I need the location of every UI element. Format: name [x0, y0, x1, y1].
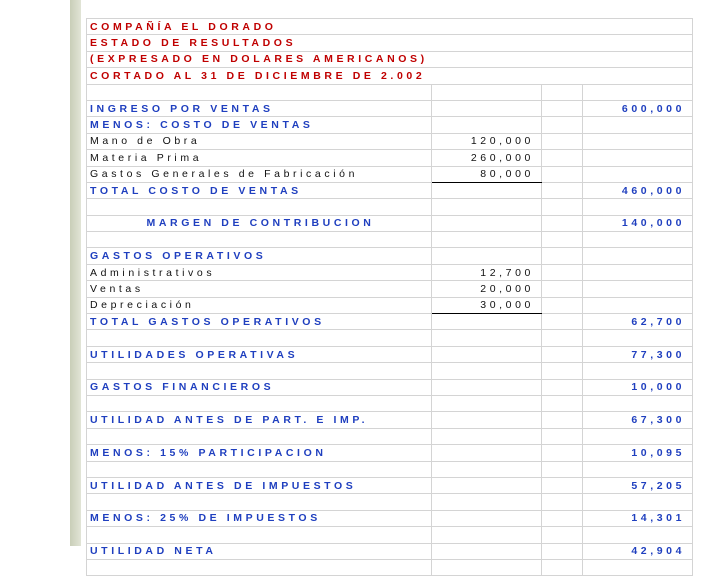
total-amount: 62,700 — [583, 314, 693, 330]
total-label: MENOS: 15% PARTICIPACION — [87, 445, 432, 461]
blank-row — [87, 363, 693, 379]
cell — [87, 428, 432, 444]
total-amount: 10,000 — [583, 379, 693, 395]
cell — [583, 199, 693, 215]
cell — [432, 527, 542, 543]
cell — [583, 461, 693, 477]
period-note: CORTADO AL 31 DE DICIEMBRE DE 2.002 — [87, 68, 693, 84]
blank-row — [87, 461, 693, 477]
total-row — [87, 445, 693, 461]
cell — [87, 84, 432, 100]
cell — [542, 363, 583, 379]
cell — [542, 494, 583, 510]
cell — [432, 428, 542, 444]
total-label: UTILIDADES OPERATIVAS — [87, 346, 432, 362]
total-amount: 10,095 — [583, 445, 693, 461]
total-row — [87, 477, 693, 493]
cell — [542, 314, 583, 330]
blank-row — [87, 559, 693, 575]
cell — [432, 215, 542, 231]
cell — [87, 494, 432, 510]
cell — [432, 445, 542, 461]
blank-row — [87, 395, 693, 411]
header-row — [87, 35, 693, 51]
blank-row — [87, 232, 693, 248]
cell — [432, 100, 542, 116]
total-amount: 77,300 — [583, 346, 693, 362]
cell — [583, 84, 693, 100]
total-label: UTILIDAD ANTES DE PART. E IMP. — [87, 412, 432, 428]
cell — [542, 84, 583, 100]
blank-row — [87, 428, 693, 444]
blank-row — [87, 199, 693, 215]
cell — [432, 182, 542, 198]
cell — [87, 199, 432, 215]
cell — [432, 379, 542, 395]
total-row — [87, 346, 693, 362]
cell — [542, 281, 583, 297]
company-name: COMPAÑÍA EL DORADO — [87, 19, 693, 35]
cell — [542, 215, 583, 231]
cell — [432, 84, 542, 100]
cell — [87, 461, 432, 477]
total-amount: 600,000 — [583, 100, 693, 116]
line-item-label: Materia Prima — [87, 150, 432, 166]
header-row — [87, 19, 693, 35]
blank-row — [87, 330, 693, 346]
total-label: TOTAL COSTO DE VENTAS — [87, 182, 432, 198]
line-item-row — [87, 281, 693, 297]
cell — [432, 494, 542, 510]
total-row — [87, 314, 693, 330]
cell — [432, 117, 542, 133]
line-item-row — [87, 133, 693, 149]
line-item-row — [87, 166, 693, 182]
cell — [583, 166, 693, 182]
cell — [432, 232, 542, 248]
total-label: UTILIDAD NETA — [87, 543, 432, 559]
line-item-label: Depreciación — [87, 297, 432, 313]
line-item-row — [87, 150, 693, 166]
cell — [542, 346, 583, 362]
cell — [87, 330, 432, 346]
total-label: GASTOS FINANCIEROS — [87, 379, 432, 395]
cell — [87, 363, 432, 379]
cell — [432, 199, 542, 215]
cell — [542, 117, 583, 133]
cell — [542, 248, 583, 264]
line-item-label: Ventas — [87, 281, 432, 297]
cell — [583, 150, 693, 166]
total-row — [87, 379, 693, 395]
cell — [87, 395, 432, 411]
cell — [432, 477, 542, 493]
cell — [542, 100, 583, 116]
cell — [432, 543, 542, 559]
total-amount: 57,205 — [583, 477, 693, 493]
cell — [542, 543, 583, 559]
cell — [542, 461, 583, 477]
total-row — [87, 100, 693, 116]
cell — [87, 527, 432, 543]
total-row — [87, 412, 693, 428]
cell — [583, 494, 693, 510]
total-amount: 67,300 — [583, 412, 693, 428]
total-row — [87, 543, 693, 559]
cell — [542, 445, 583, 461]
cell — [542, 559, 583, 575]
blank-row — [87, 494, 693, 510]
line-item-amount: 20,000 — [432, 281, 542, 297]
cell — [542, 232, 583, 248]
line-item-row — [87, 264, 693, 280]
cell — [583, 248, 693, 264]
cell — [542, 182, 583, 198]
cell — [583, 264, 693, 280]
cell — [583, 428, 693, 444]
line-item-amount: 260,000 — [432, 150, 542, 166]
cell — [87, 559, 432, 575]
line-item-amount: 30,000 — [432, 297, 542, 313]
cell — [583, 133, 693, 149]
cell — [583, 330, 693, 346]
line-item-label: Mano de Obra — [87, 133, 432, 149]
cell — [432, 314, 542, 330]
line-item-amount: 120,000 — [432, 133, 542, 149]
header-row — [87, 68, 693, 84]
total-label: TOTAL GASTOS OPERATIVOS — [87, 314, 432, 330]
total-amount: 140,000 — [583, 215, 693, 231]
cell — [583, 363, 693, 379]
cell — [432, 510, 542, 526]
cell — [87, 232, 432, 248]
cell — [432, 248, 542, 264]
header-row — [87, 51, 693, 67]
statement-title: ESTADO DE RESULTADOS — [87, 35, 693, 51]
cell — [432, 395, 542, 411]
total-label: MENOS: 25% DE IMPUESTOS — [87, 510, 432, 526]
cell — [583, 117, 693, 133]
cell — [583, 297, 693, 313]
cell — [583, 281, 693, 297]
total-label: UTILIDAD ANTES DE IMPUESTOS — [87, 477, 432, 493]
total-label: INGRESO POR VENTAS — [87, 100, 432, 116]
line-item-row — [87, 297, 693, 313]
cell — [432, 412, 542, 428]
cell — [432, 559, 542, 575]
cell — [542, 199, 583, 215]
cell — [583, 232, 693, 248]
cell — [542, 477, 583, 493]
cell — [542, 150, 583, 166]
cell — [542, 412, 583, 428]
cell — [542, 133, 583, 149]
total-row — [87, 182, 693, 198]
line-item-label: Administrativos — [87, 264, 432, 280]
section-heading: MENOS: COSTO DE VENTAS — [87, 117, 432, 133]
income-statement-table — [86, 18, 693, 576]
cell — [583, 527, 693, 543]
cell — [432, 346, 542, 362]
blank-row — [87, 527, 693, 543]
line-item-label: Gastos Generales de Fabricación — [87, 166, 432, 182]
accent-bar — [70, 0, 81, 546]
cell — [432, 461, 542, 477]
section-heading: GASTOS OPERATIVOS — [87, 248, 432, 264]
cell — [542, 428, 583, 444]
total-amount: 42,904 — [583, 543, 693, 559]
total-amount: 460,000 — [583, 182, 693, 198]
cell — [542, 379, 583, 395]
total-label: MARGEN DE CONTRIBUCION — [87, 215, 432, 231]
total-row — [87, 510, 693, 526]
line-item-amount: 80,000 — [432, 166, 542, 182]
cell — [432, 363, 542, 379]
section-heading-row — [87, 248, 693, 264]
section-heading-row — [87, 117, 693, 133]
line-item-amount: 12,700 — [432, 264, 542, 280]
cell — [432, 330, 542, 346]
cell — [542, 527, 583, 543]
cell — [583, 559, 693, 575]
cell — [542, 264, 583, 280]
cell — [542, 166, 583, 182]
cell — [542, 510, 583, 526]
total-row — [87, 215, 693, 231]
total-amount: 14,301 — [583, 510, 693, 526]
blank-row — [87, 84, 693, 100]
cell — [542, 297, 583, 313]
cell — [583, 395, 693, 411]
cell — [542, 395, 583, 411]
cell — [542, 330, 583, 346]
table-body — [87, 19, 693, 576]
currency-note: (EXPRESADO EN DOLARES AMERICANOS) — [87, 51, 693, 67]
